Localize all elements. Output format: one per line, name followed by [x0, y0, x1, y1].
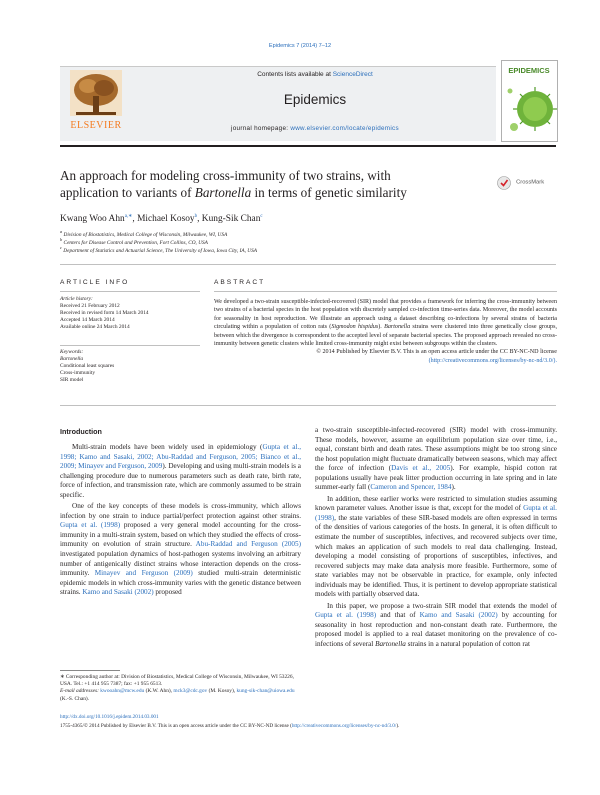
history-label: Article history:: [60, 296, 93, 302]
copyright-line: © 2014 Published by Elsevier B.V. This is an open access article under the CC BY-NC-ND license: [316, 349, 557, 356]
citation-link[interactable]: Kamo and Sasaki (2002): [419, 611, 498, 620]
license-link[interactable]: (http://creativecommons.org/licenses/by-nc-nd/3.0/).: [428, 357, 557, 364]
info-rule: [60, 291, 200, 292]
keywords-label: Keywords:: [60, 349, 84, 355]
journal-title: Epidemics: [283, 92, 347, 107]
keyword-item: Conditional least squares: [60, 363, 115, 370]
crossmark-badge[interactable]: [497, 172, 557, 186]
author-list: Kwang Woo Ahn$^{a,∗}$, Michael Kosoy$^b$, Kung-Sik Chan$^c$: [60, 214, 263, 225]
article-info-label: ARTICLE INFO: [60, 279, 130, 286]
paragraph: Multi-strain models have been widely used in epidemiology (Gupta et al., 1998; Kamo and Sasaki, 2002; Abu-Raddad and Ferguson, 2005; Bianco et al., 2009; Minayev and Ferguson, 2009). Developing and using multi-strain models is a challenging procedure due to numerous parameters such as death rate, birth rate, force of infection, and transmission rate, which are commonly assumed to be strain specific.: [60, 443, 301, 499]
citation-link[interactable]: Abu-Raddad and Ferguson (2005): [195, 540, 301, 549]
contents-line: [130, 71, 500, 78]
citation-link[interactable]: Cameron and Spencer, 1984: [370, 483, 452, 492]
right-column: [315, 426, 557, 650]
author-2-sup[interactable]: b: [194, 214, 198, 219]
history-rule: [60, 345, 200, 346]
header-divider: [60, 145, 556, 147]
email-link[interactable]: kung-sik-chan@uiowa.edu: [236, 688, 295, 695]
license-line: [214, 357, 557, 365]
author-3[interactable]: Kung-Sik Chan: [201, 214, 261, 225]
citation-link[interactable]: Gupta et al., 1998; Kamo and Sasaki, 2002; Abu-Raddad and Ferguson, 2005; Bianco et al., 2009; Minayev and Ferguson, 2009: [60, 443, 301, 471]
abstract-rule: [214, 291, 557, 292]
email-link[interactable]: mck3@cdc.gov: [173, 688, 208, 695]
citation-link[interactable]: Davis et al., 2005: [391, 464, 451, 473]
author-1[interactable]: Kwang Woo Ahn: [60, 214, 125, 225]
homepage-prefix: journal homepage:: [231, 125, 291, 132]
abstract-label: ABSTRACT: [214, 279, 266, 286]
elsevier-tree-logo: [66, 68, 126, 132]
citation-link[interactable]: Gupta et al. (1998): [315, 504, 557, 522]
journal-cover-image: [501, 60, 558, 142]
paragraph: a two-strain susceptible-infected-recovered (SIR) model with cross-immunity. These models, however, assume an equilibrium population size over time, i.e., equal, constant birth and death rates. These assumptions might be too strong since the host population might fluctuate dramatically between seasons, which may affect the force of infection (Davis et al., 2005). For example, hispid cotton rat populations usually have peak litter production occurring in late spring and in late summer-early fall (Cameron and Spencer, 1984).: [315, 426, 557, 492]
article-history: [60, 296, 210, 331]
elsevier-wordmark: ELSEVIER: [70, 120, 122, 131]
left-column: [60, 443, 301, 598]
paragraph: One of the key concepts of these models is cross-immunity, which allows infection by one strain to induce partial/perfect protection against other strains. Gupta et al. (1998) proposed a very general model accounting for the cross-immunity in a multi-strain system, based on which they studied the effects of cross-immunity on evolution of strain structure. Abu-Raddad and Ferguson (2005) investigated population dynamics of host-pathogen systems involving an arbitrary number of antigenically distinct strains whose interaction depends on the cross-immunity. Minayev and Ferguson (2009) studied multi-strain deterministic epidemic models in which cross-immunity varies with the genetic distance between strains. Kamo and Sasaki (2002) proposed: [60, 502, 301, 597]
doi-link[interactable]: http://dx.doi.org/10.1016/j.epidem.2014.03.001: [60, 714, 159, 720]
keyword-item: Bartonella: [60, 356, 84, 363]
history-item: Received 21 February 2012: [60, 303, 120, 310]
crossmark-label: CrossMark: [516, 179, 545, 186]
author-3-sup[interactable]: c: [260, 214, 263, 219]
title-line-1: An approach for modeling cross-immunity of two strains, with: [60, 168, 391, 183]
email-link[interactable]: kwooahn@mcw.edu: [100, 688, 145, 695]
crossmark-icon: [497, 176, 511, 190]
affiliation-a: $^a$ Division of Biostatistics, Medical College of Wisconsin, Milwaukee, WI, USA: [60, 229, 228, 238]
affiliation-b: $^b$ Centers for Disease Control and Prevention, Fort Collins, CO, USA: [60, 237, 208, 246]
contents-prefix: Contents lists available at: [257, 71, 333, 78]
affiliation-c: $^c$ Department of Statistics and Actuarial Science, The University of Iowa, Iowa City, IA, USA: [60, 245, 257, 254]
title-italic-genus: Bartonella: [194, 185, 252, 200]
keyword-item: Cross-immunity: [60, 370, 96, 377]
footnote-rule: [60, 670, 120, 671]
author-1-sup[interactable]: a,∗: [124, 214, 133, 219]
sciencedirect-link[interactable]: ScienceDirect: [332, 71, 373, 78]
journal-homepage: [130, 125, 500, 132]
article-title: [60, 167, 490, 201]
journal-reference[interactable]: Epidemics 7 (2014) 7–12: [268, 43, 332, 49]
cover-title: EPIDEMICS: [508, 66, 550, 75]
citation-link[interactable]: Gupta et al. (1998): [60, 521, 121, 530]
title-line-2: application to variants of Bartonella in terms of genetic similarity: [60, 185, 407, 200]
citation-link[interactable]: Gupta et al. (1998): [315, 611, 377, 620]
citation-link[interactable]: Minayev and Ferguson (2009): [94, 569, 193, 578]
homepage-link[interactable]: www.elsevier.com/locate/epidemics: [290, 125, 399, 132]
keyword-item: SIR model: [60, 377, 84, 384]
corresponding-author-footnote: ∗ Corresponding author at: Division of Biostatistics, Medical College of Wisconsin, Milwaukee, WI 53226, USA. Tel.: +1 414 955 7387; fax: +1 955 6513. E-mail addresses: kwooahn@mcw.edu (K.W. Ahn), mck3@cdc.gov (M. Kosoy), kung-sik-chan@uiowa.edu (K.-S. Chan).: [60, 674, 295, 702]
author-2[interactable]: Michael Kosoy: [137, 214, 195, 225]
abstract-text: We developed a two-strain susceptible-infected-recovered (SIR) model that provides a framework for inferring the cross-immunity between two strains of a bacterial species in the host population with discretely sampled co-infection time-series data. Moreover, the model accounts for seasonality in host reproduction. We illustrate an approach using a dataset describing co-infections by several strains of bacteria circulating within a population of cotton rats (Sigmodon hispidus). Bartonella strains were clustered into three genetically close groups, between which the divergence is correspondent to the accepted level of separate bacterial species. The proposed approach revealed no cross-immunity between genetic clusters while limited cross-immunity might exist between subgroups within the clusters. © 2014 Published by Elsevier B.V. This is an open access article under the CC BY-NC-ND license (http://creativecommons.org/licenses/by-nc-nd/3.0/).: [214, 299, 557, 364]
keywords: [60, 349, 210, 384]
info-top-rule: [60, 264, 556, 265]
paragraph: In addition, these earlier works were restricted to simulation studies assuming known parameter values. Another issue is that, except for the model of Gupta et al. (1998), the state variables of these SIR-based models are often expressed in terms of the densities of various categories of the hosts. In general, it is often difficult to estimate the number of susceptibles, infectives, and recovered subjects over time, which makes an application of such models to real data challenging. Instead, developing a model consisting of proportions of susceptibles, infectives, and recovered subjects may make data analysis more feasible. Furthermore, some of state variables may not be observable in practice, for example, only infected individuals may be identified. Thus, it is pertinent to develop appropriate statistical models with partially observed data.: [315, 494, 557, 599]
license-url-link[interactable]: http://creativecommons.org/licenses/by-nc-nd/3.0/: [291, 723, 397, 729]
history-item: Accepted 14 March 2014: [60, 317, 115, 324]
citation-link[interactable]: Kamo and Sasaki (2002): [82, 588, 154, 597]
history-item: Available online 24 March 2014: [60, 324, 130, 331]
abstract-bottom-rule: [60, 405, 556, 406]
issn-line: 1755-4365/© 2014 Published by Elsevier B.V. This is an open access article under the CC BY-NC-ND license (http://creativecommons.org/licenses/by-nc-nd/3.0/).: [60, 723, 400, 729]
history-item: Received in revised form 14 March 2014: [60, 310, 149, 317]
section-heading: Introduction: [60, 427, 102, 436]
paragraph: In this paper, we propose a two-strain SIR model that extends the model of Gupta et al. (1998) and that of Kamo and Sasaki (2002) by accounting for seasonality in host reproduction and non-constant death rate. Furthermore, the proposed model is applied to a real dataset monitoring on the prevalence of co-infections of several Bartonella strains in a natural population of cotton rat: [315, 601, 557, 649]
